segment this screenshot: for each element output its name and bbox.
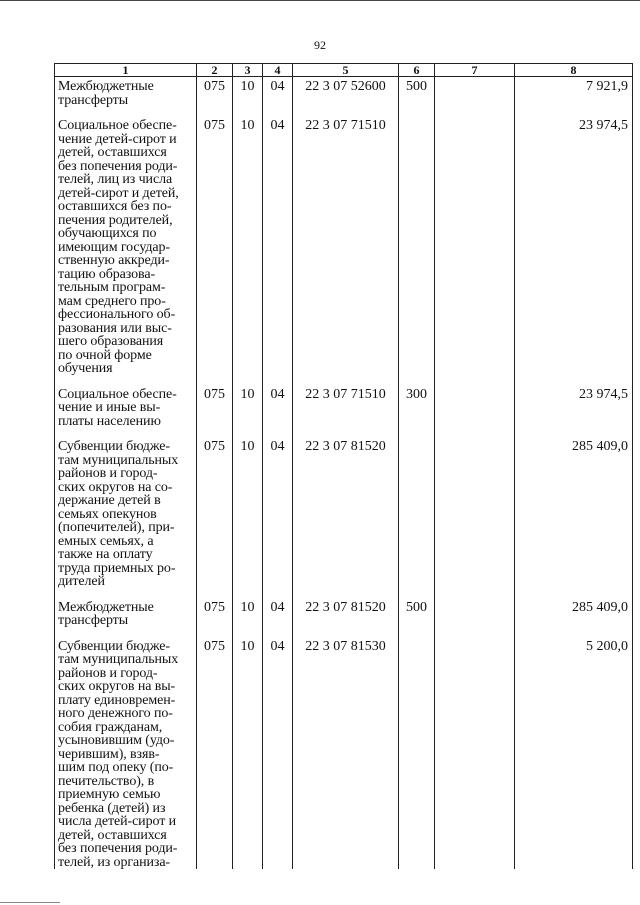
table-row — [55, 116, 633, 376]
budget-table — [54, 63, 633, 869]
cell-expense-type: 300 — [399, 385, 435, 429]
cell-col7 — [435, 637, 515, 870]
page-number: 92 — [314, 38, 326, 52]
row-spacer — [55, 628, 633, 637]
column-header: 8 — [515, 64, 633, 77]
cell-amount: 285 409,0 — [515, 598, 633, 628]
cell-subsection: 04 — [263, 598, 293, 628]
cell-target-article: 22 3 07 52600 — [293, 77, 399, 108]
cell-amount: 7 921,9 — [515, 77, 633, 108]
cell-col7 — [435, 116, 515, 376]
cell-admin-code: 075 — [197, 637, 233, 870]
cell-target-article: 22 3 07 81520 — [293, 598, 399, 628]
column-header: 5 — [293, 64, 399, 77]
row-name-cell — [55, 637, 197, 870]
table-row — [55, 437, 633, 589]
cell-subsection: 04 — [263, 77, 293, 108]
row-name: Субвенции бюдже- там муниципальных районов и город- ских округов на со- держание детей в семьях опекунов (попечителей), при- емных семьях, а также на оплату труда приемных ро- дителей — [58, 439, 179, 589]
cell-expense-type — [399, 116, 435, 376]
cell-section: 10 — [233, 637, 263, 870]
cell-expense-type — [399, 637, 435, 870]
row-spacer — [55, 107, 633, 116]
cell-subsection: 04 — [263, 116, 293, 376]
row-name-cell — [55, 116, 197, 376]
cell-expense-type: 500 — [399, 77, 435, 108]
cell-target-article: 22 3 07 81530 — [293, 637, 399, 870]
row-spacer — [55, 376, 633, 385]
cell-section: 10 — [233, 116, 263, 376]
cell-section: 10 — [233, 598, 263, 628]
column-header: 2 — [197, 64, 233, 77]
column-header: 3 — [233, 64, 263, 77]
row-name-cell — [55, 77, 197, 108]
row-name-cell — [55, 598, 197, 628]
cell-col7 — [435, 437, 515, 589]
cell-admin-code: 075 — [197, 437, 233, 589]
table-row — [55, 598, 633, 628]
cell-section: 10 — [233, 437, 263, 589]
column-header: 7 — [435, 64, 515, 77]
cell-admin-code: 075 — [197, 77, 233, 108]
scan-edge-top — [0, 0, 640, 1]
table-header-row — [55, 64, 633, 77]
row-spacer — [55, 589, 633, 598]
cell-amount: 23 974,5 — [515, 385, 633, 429]
cell-target-article: 22 3 07 81520 — [293, 437, 399, 589]
row-name-cell — [55, 385, 197, 429]
scan-edge-bottom — [0, 902, 60, 903]
row-name: Межбюджетные трансферты — [58, 79, 154, 108]
table-row — [55, 77, 633, 108]
cell-admin-code: 075 — [197, 116, 233, 376]
cell-subsection: 04 — [263, 437, 293, 589]
cell-section: 10 — [233, 77, 263, 108]
table-row — [55, 637, 633, 870]
cell-target-article: 22 3 07 71510 — [293, 385, 399, 429]
column-header: 1 — [55, 64, 197, 77]
row-spacer — [55, 428, 633, 437]
cell-expense-type: 500 — [399, 598, 435, 628]
cell-subsection: 04 — [263, 385, 293, 429]
column-header: 4 — [263, 64, 293, 77]
row-name: Субвенции бюдже- там муниципальных районов и город- ских округов на вы- плату единовремен- ного денежного по- собия гражданам, усыновившим (удо- черившим), взяв- шим под опеку (по- печительство), в приемную семью ребенка (детей) из числа детей-сирот и детей, оставшихся без попечения роди- телей, из организа- — [58, 638, 179, 870]
cell-amount: 23 974,5 — [515, 116, 633, 376]
row-name: Социальное обеспе- чение детей-сирот и детей, оставшихся без попечения роди- телей, лиц из числа детей-сирот и детей, оставшихся без по- печения родителей, обучающихся по имеющим государ- ственную аккреди- тацию образова- тельным програм- мам среднего про- фессионального об- разования или выс- шего образования по очной форме обучения — [58, 118, 179, 376]
column-header: 6 — [399, 64, 435, 77]
row-name-cell — [55, 437, 197, 589]
row-name: Межбюджетные трансферты — [58, 599, 154, 628]
cell-subsection: 04 — [263, 637, 293, 870]
table-row — [55, 385, 633, 429]
cell-expense-type — [399, 437, 435, 589]
cell-col7 — [435, 385, 515, 429]
row-name: Социальное обеспе- чение и иные вы- платы населению — [58, 386, 177, 429]
cell-amount: 285 409,0 — [515, 437, 633, 589]
cell-target-article: 22 3 07 71510 — [293, 116, 399, 376]
cell-col7 — [435, 77, 515, 108]
cell-admin-code: 075 — [197, 385, 233, 429]
cell-col7 — [435, 598, 515, 628]
cell-amount: 5 200,0 — [515, 637, 633, 870]
cell-admin-code: 075 — [197, 598, 233, 628]
cell-section: 10 — [233, 385, 263, 429]
